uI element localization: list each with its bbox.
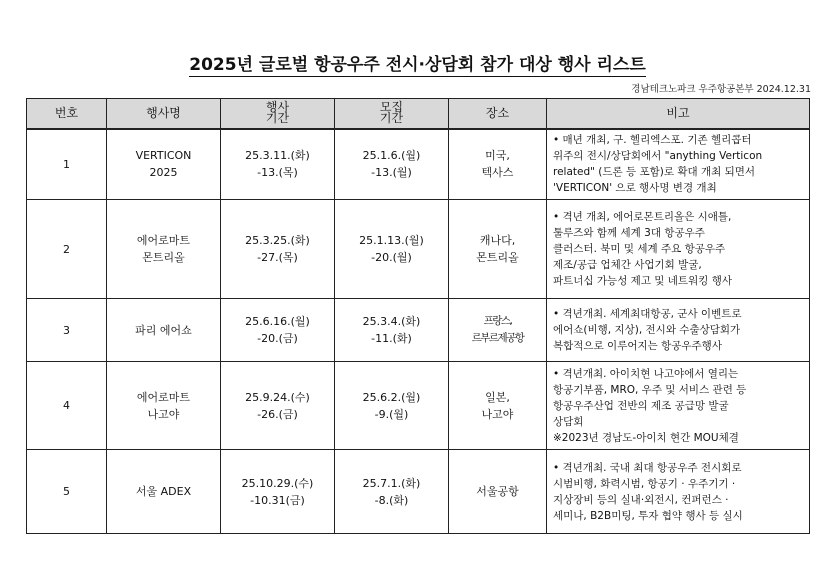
header-name: 행사명 <box>107 99 221 129</box>
cell-period: 25.6.16.(월) -20.(금) <box>221 299 335 362</box>
cell-no: 3 <box>27 299 107 362</box>
page-title <box>0 50 835 75</box>
header-place: 장소 <box>449 99 547 129</box>
table-row <box>27 299 810 362</box>
cell-no: 4 <box>27 362 107 450</box>
header-recruit: 모집 기간 <box>335 99 449 129</box>
cell-recruit: 25.1.13.(월) -20.(월) <box>335 200 449 299</box>
header-no: 번호 <box>27 99 107 129</box>
page-title-text: 2025년 글로벌 항공우주 전시·상담회 참가 대상 행사 리스트 <box>189 55 646 75</box>
table-row <box>27 129 810 200</box>
cell-no: 2 <box>27 200 107 299</box>
document-meta: 경남테크노파크 우주항공본부 2024.12.31 <box>631 84 811 95</box>
cell-recruit: 25.3.4.(화) -11.(화) <box>335 299 449 362</box>
header-period: 행사 기간 <box>221 99 335 129</box>
cell-place: 캐나다, 몬트리올 <box>449 200 547 299</box>
table-header-row <box>27 99 810 129</box>
cell-place: 프랑스, 르부르제공항 <box>449 299 547 362</box>
cell-note: • 격년개최. 아이치현 나고야에서 열리는 항공기부품, MRO, 우주 및 서비스 관련 등 항공우주산업 전반의 제조 공급망 발굴 상담회 ※2023년 경남도-아이치 현간 MOU체결 <box>547 362 810 450</box>
cell-period: 25.3.25.(화) -27.(목) <box>221 200 335 299</box>
cell-name: 파리 에어쇼 <box>107 299 221 362</box>
cell-period: 25.9.24.(수) -26.(금) <box>221 362 335 450</box>
cell-no: 1 <box>27 129 107 200</box>
cell-name: 에어로마트 몬트리올 <box>107 200 221 299</box>
cell-note: • 매년 개최, 구. 헬리엑스포. 기존 헬리콥터 위주의 전시/상담회에서 "anything Verticon related" (드론 등 포함)로 확대 개최 되면서 'VERTICON' 으로 행사명 변경 개최 <box>547 129 810 200</box>
cell-note: • 격년개최. 국내 최대 항공우주 전시회로 시범비행, 화력시범, 항공기 · 우주기기 · 지상장비 등의 실내·외전시, 컨퍼런스 · 세미나, B2B미팅, 투자 협약 행사 등 실시 <box>547 450 810 534</box>
cell-recruit: 25.6.2.(월) -9.(월) <box>335 362 449 450</box>
cell-recruit: 25.1.6.(월) -13.(월) <box>335 129 449 200</box>
cell-no: 5 <box>27 450 107 534</box>
cell-note: • 격년개최. 세계최대항공, 군사 이벤트로 에어쇼(비행, 지상), 전시와 수출상담회가 복합적으로 이루어지는 항공우주행사 <box>547 299 810 362</box>
header-note: 비고 <box>547 99 810 129</box>
cell-name: VERTICON 2025 <box>107 129 221 200</box>
cell-recruit: 25.7.1.(화) -8.(화) <box>335 450 449 534</box>
cell-period: 25.10.29.(수) -10.31(금) <box>221 450 335 534</box>
cell-place: 일본, 나고야 <box>449 362 547 450</box>
table-row <box>27 450 810 534</box>
table-row <box>27 362 810 450</box>
cell-place: 미국, 텍사스 <box>449 129 547 200</box>
event-table <box>26 98 810 534</box>
cell-note: • 격년 개최, 에어로몬트리올은 시애틀, 툴루즈와 함께 세계 3대 항공우주 클러스터. 북미 및 세계 주요 항공우주 제조/공급 업체간 사업기회 발굴, 파트너십 가능성 제고 및 네트워킹 행사 <box>547 200 810 299</box>
cell-place: 서울공항 <box>449 450 547 534</box>
cell-period: 25.3.11.(화) -13.(목) <box>221 129 335 200</box>
cell-name: 서울 ADEX <box>107 450 221 534</box>
cell-name: 에어로마트 나고야 <box>107 362 221 450</box>
table-row <box>27 200 810 299</box>
